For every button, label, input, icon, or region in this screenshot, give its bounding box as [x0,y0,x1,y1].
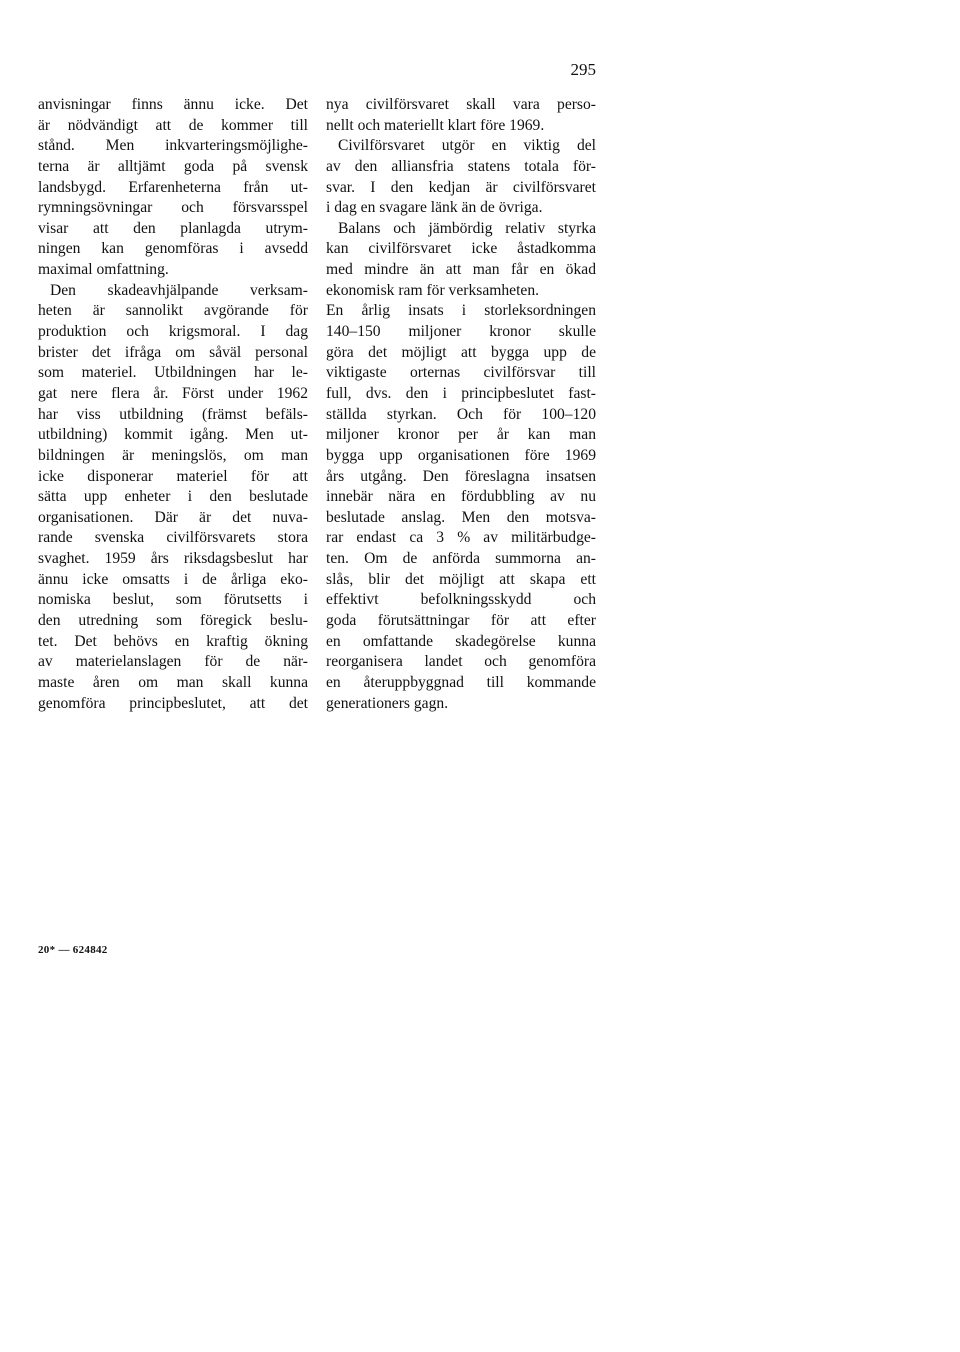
text-line: svar. I den kedjan är civilförsvaret [326,178,596,196]
text-line: anvisningar finns ännu icke. Det [38,96,308,113]
text-line: ställda styrkan. Och för 100–120 [326,405,596,423]
text-line: icke disponerar materiel för att [38,467,308,485]
text-line: rar endast ca 3 % av militärbudge- [326,529,596,547]
text-line: miljoner kronor per år kan man [326,426,596,444]
text-line: innebär nära en fördubbling av nu [326,488,596,506]
text-line: bildningen är meningslös, om man [38,446,308,464]
text-line: kan civilförsvaret icke åstadkomma [326,240,596,258]
text-line: göra det möjligt att bygga upp de [326,343,596,361]
text-line: organisationen. Där är det nuva- [38,508,308,526]
text-line: 140–150 miljoner kronor skulle [326,323,596,341]
text-line: maximal omfattning. [38,261,169,279]
text-line: som materiel. Utbildningen har le- [38,364,308,382]
text-line: nellt och materiellt klart före 1969. [326,116,545,134]
text-line: ekonomisk ram för verksamheten. [326,281,540,299]
text-line: Balans och jämbördig relativ styrka [338,219,596,237]
text-line: effektivt befolkningsskydd och [326,591,596,609]
text-line: genomföra principbeslutet, att det [38,694,308,712]
text-line: svaghet. 1959 års riksdagsbeslut har [38,550,308,568]
text-line: gat nere flera år. Först under 1962 [38,384,308,402]
text-line: har viss utbildning (främst befäls- [38,405,308,423]
text-line: en omfattande skadegörelse kunna [326,632,596,650]
text-column-right [326,95,596,714]
text-line: med mindre än att man får en ökad [326,261,596,279]
text-line: års utgång. Den föreslagna insatsen [326,467,596,485]
text-line: sätta upp enheter i den beslutade [38,488,308,506]
text-line: en återuppbyggnad till kommande [326,673,596,691]
text-line: av den alliansfria statens totala för- [326,157,596,175]
text-line: av materielanslagen för de när- [38,653,308,671]
text-line: är nödvändigt att de kommer till [38,116,308,134]
text-line: ningen kan genomföras i avsedd [38,240,308,258]
text-line: beslutade anslag. Men den motsva- [326,508,596,526]
text-line: nomiska beslut, som förutsetts i [38,591,308,609]
text-line: Den skadeavhjälpande verksam- [50,281,308,299]
text-line: utbildning) kommit igång. Men ut- [38,426,308,444]
text-line: brister det ifråga om såväl personal [38,343,308,361]
text-line: tet. Det behövs en kraftig ökning [38,632,308,650]
text-line: bygga upp organisationen före 1969 [326,446,596,464]
text-line: En årlig insats i storleksordningen [326,302,596,320]
text-line: maste åren om man skall kunna [38,673,308,691]
text-line: produktion och krigsmoral. I dag [38,323,308,341]
text-line: Civilförsvaret utgör en viktig del [338,137,596,155]
text-line: landsbygd. Erfarenheterna från ut- [38,178,308,196]
text-line: ten. Om de anförda summorna an- [326,550,596,568]
print-code: 20* — 624842 [38,944,108,956]
text-line: goda förutsättningar för att efter [326,612,596,630]
text-line: full, dvs. den i principbeslutet fast- [326,384,596,402]
text-line: reorganisera landet och genomföra [326,653,596,671]
page-number: 295 [570,60,596,79]
text-line: slås, blir det möjligt att skapa ett [326,570,596,588]
text-line: nya civilförsvaret skall vara perso- [326,96,596,113]
text-line: i dag en svagare länk än de övriga. [326,199,543,217]
text-line: viktigaste orternas civilförsvar till [326,364,596,382]
text-line: stånd. Men inkvarteringsmöjlighe- [38,137,308,155]
text-line: rymningsövningar och försvarsspel [38,199,308,217]
text-line: ännu icke omsatts i de årliga eko- [38,570,308,588]
text-line: den utredning som föregick beslu- [38,612,308,630]
text-line: generationers gagn. [326,694,449,712]
text-column-left [38,95,308,714]
text-line: rande svenska civilförsvarets stora [38,529,308,547]
text-line: terna är alltjämt goda på svensk [38,157,308,175]
text-line: heten är sannolikt avgörande för [38,302,308,320]
text-line: visar att den planlagda utrym- [38,219,308,237]
